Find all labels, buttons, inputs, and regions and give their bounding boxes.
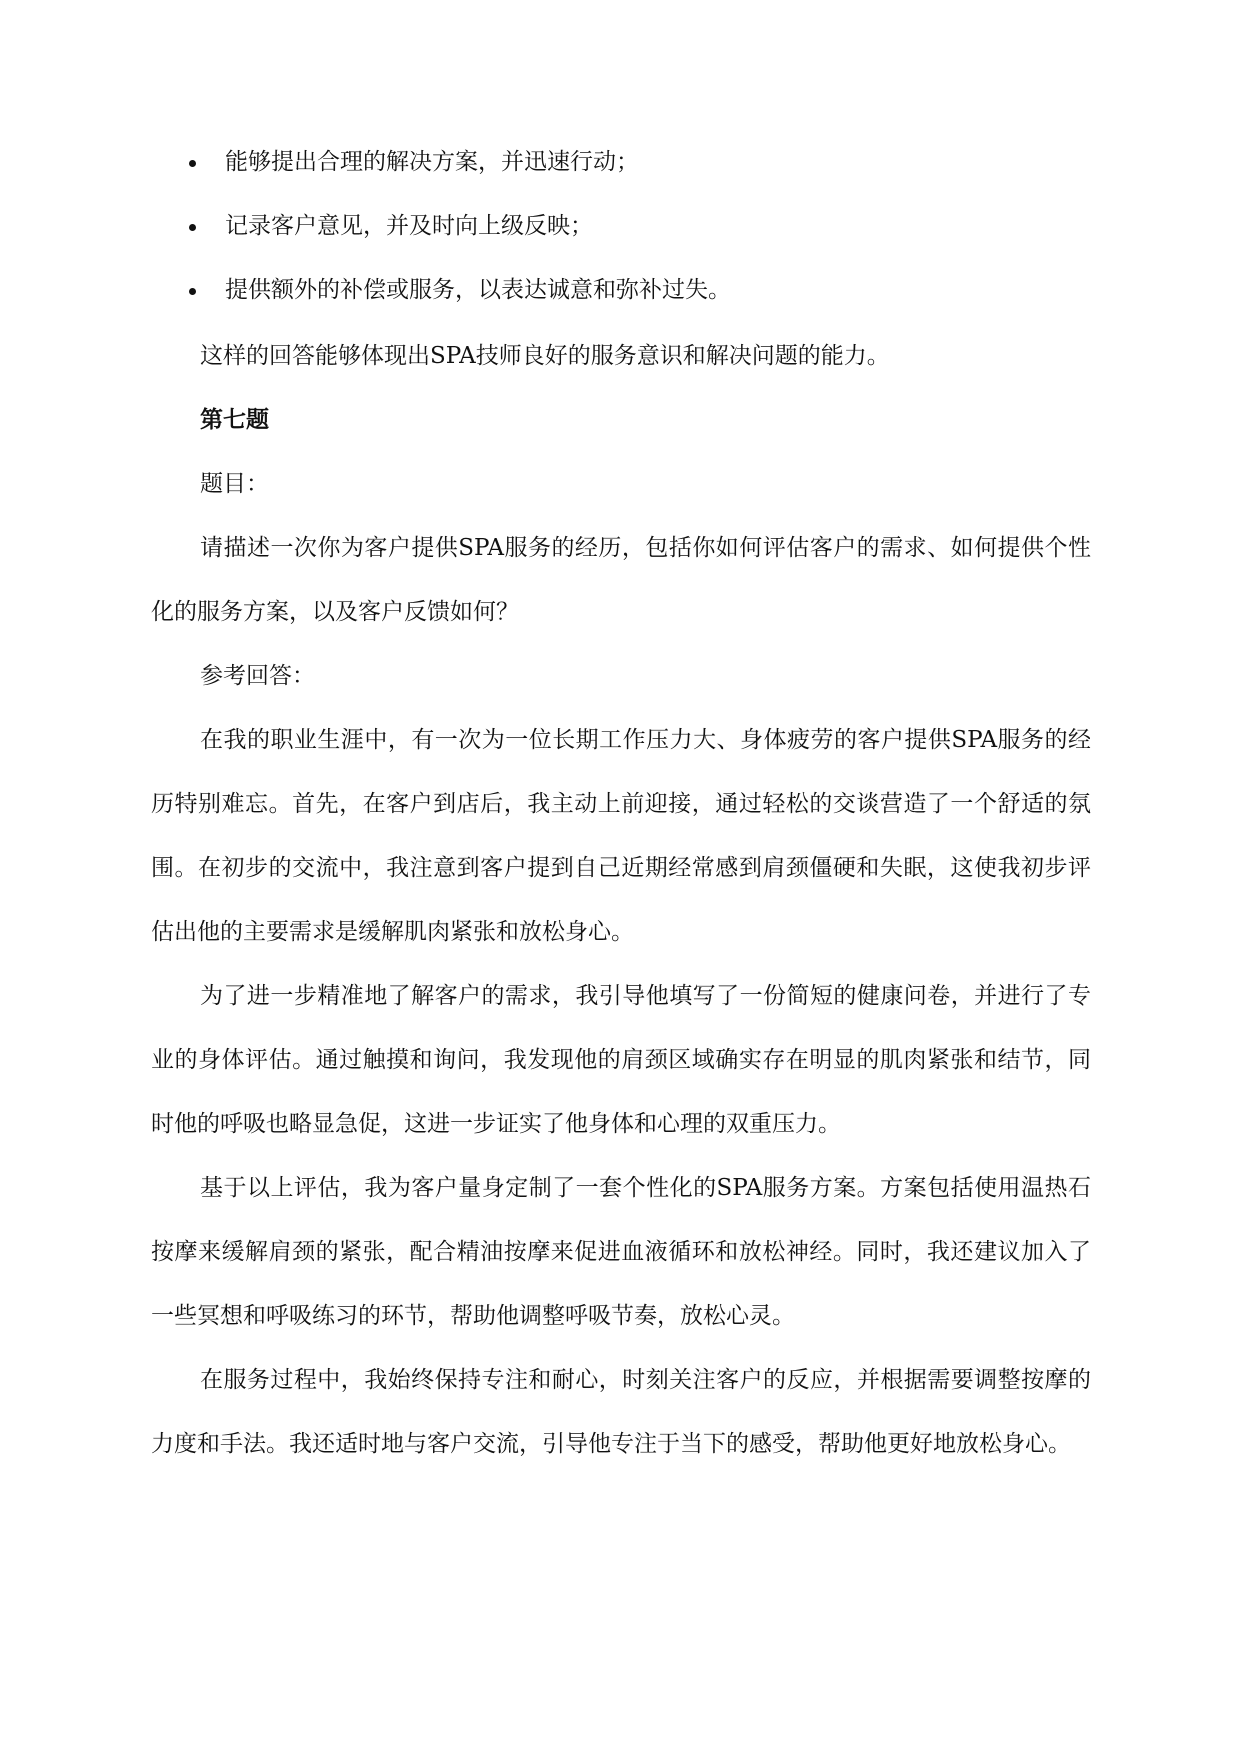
bullet-icon [189,288,196,295]
bullet-text: 记录客户意见，并及时向上级反映； [225,213,593,239]
question-text: 请描述一次你为客户提供SPA服务的经历，包括你如何评估客户的需求、如何提供个性化的服务方案，以及客户反馈如何？ [151,535,1091,625]
answer-paragraph: 在服务过程中，我始终保持专注和耐心，时刻关注客户的反应，并根据需要调整按摩的力度和手法。我还适时地与客户交流，引导他专注于当下的感受，帮助他更好地放松身心。 [151,1367,1091,1457]
list-item [151,146,1091,178]
list-item [151,274,1091,306]
answer-paragraph: 基于以上评估，我为客户量身定制了一套个性化的SPA服务方案。方案包括使用温热石按摩来缓解肩颈的紧张，配合精油按摩来促进血液循环和放松神经。同时，我还建议加入了一些冥想和呼吸练习的环节，帮助他调整呼吸节奏，放松心灵。 [151,1175,1091,1329]
document-content [151,146,1091,1476]
section-heading: 第七题 [200,407,269,433]
question-label: 题目： [200,471,269,497]
answer-paragraph: 为了进一步精准地了解客户的需求，我引导他填写了一份简短的健康问卷，并进行了专业的身体评估。通过触摸和询问，我发现他的肩颈区域确实存在明显的肌肉紧张和结节，同时他的呼吸也略显急促，这进一步证实了他身体和心理的双重压力。 [151,983,1091,1137]
answer-paragraph: 在我的职业生涯中，有一次为一位长期工作压力大、身体疲劳的客户提供SPA服务的经历特别难忘。首先，在客户到店后，我主动上前迎接，通过轻松的交谈营造了一个舒适的氛围。在初步的交流中，我注意到客户提到自己近期经常感到肩颈僵硬和失眠，这使我初步评估出他的主要需求是缓解肌肉紧张和放松身心。 [151,727,1091,945]
bullet-text: 提供额外的补偿或服务，以表达诚意和弥补过失。 [225,277,731,303]
bullet-icon [189,224,196,231]
list-item [151,210,1091,242]
answer-label: 参考回答： [200,663,315,689]
summary-paragraph: 这样的回答能够体现出SPA技师良好的服务意识和解决问题的能力。 [200,343,890,369]
bullet-icon [189,160,196,167]
bullet-text: 能够提出合理的解决方案，并迅速行动； [225,149,639,175]
